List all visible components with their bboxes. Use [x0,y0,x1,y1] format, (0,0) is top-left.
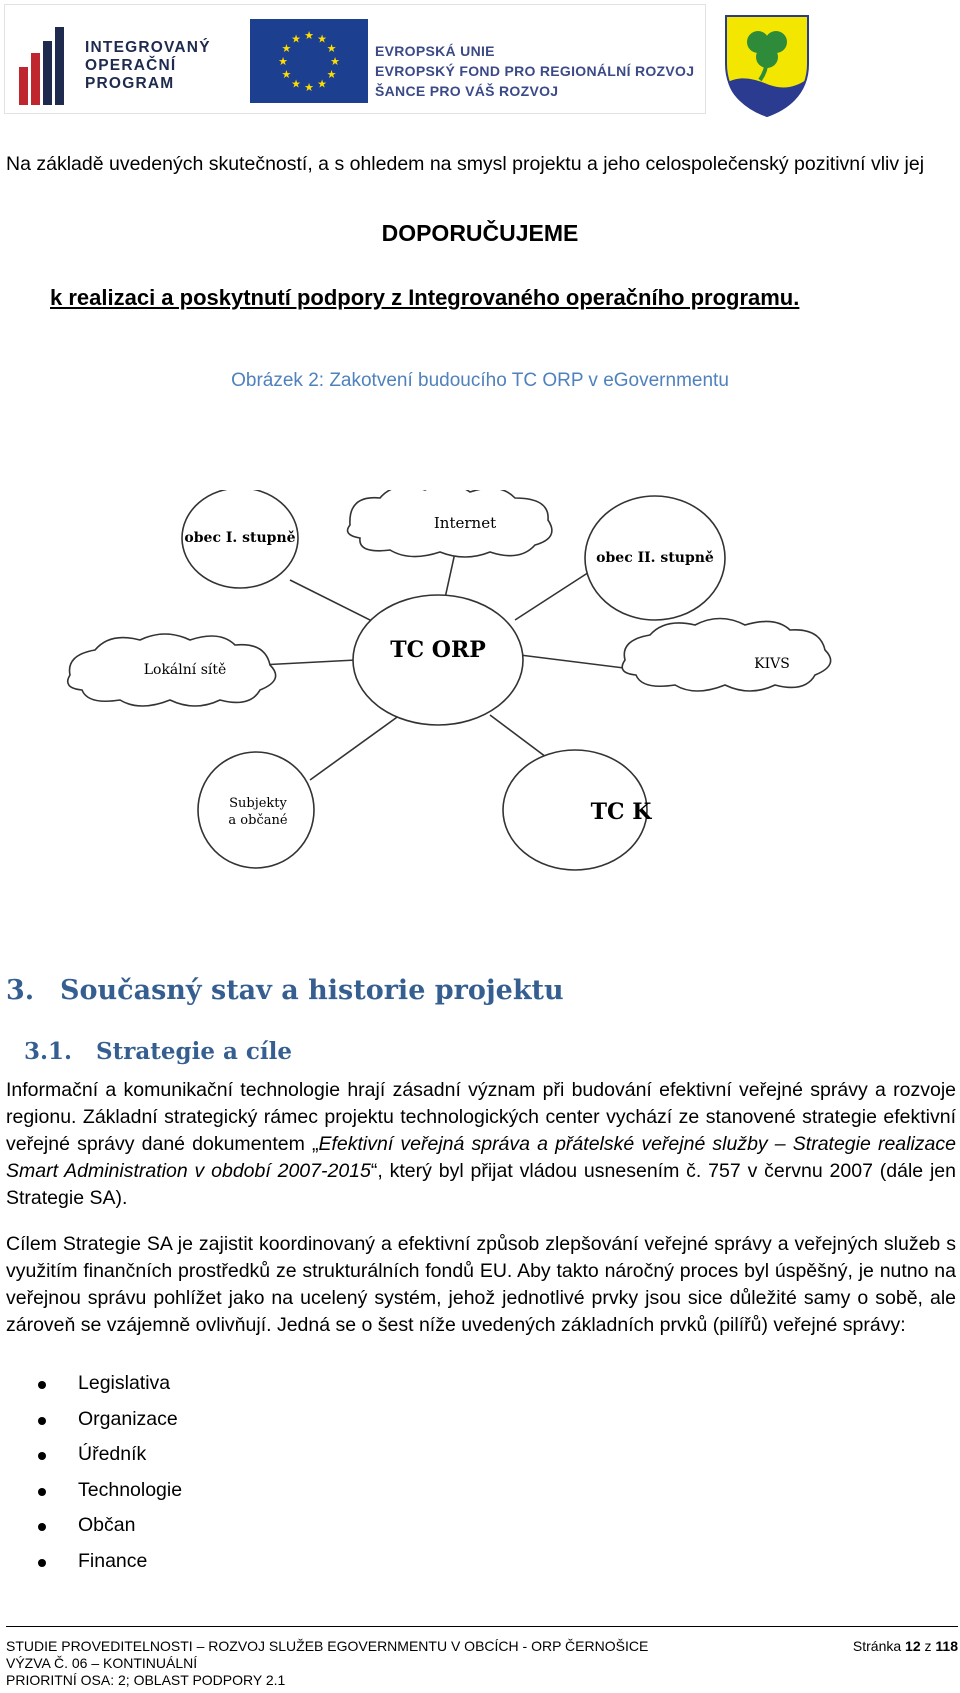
footer-priority-axis: PRIORITNÍ OSA: 2; OBLAST PODPORY 2.1 [6,1672,286,1688]
bullet-icon [38,1381,46,1389]
eu-star-icon: ★ [304,30,314,42]
pillar-list [38,1372,182,1586]
list-item: Legislativa [38,1372,182,1408]
node-tc-orp: TC ORP [390,637,486,663]
eu-star-icon: ★ [291,33,301,46]
eu-star-icon: ★ [281,43,292,55]
node-subjects-line2: a občané [228,813,288,828]
eu-star-icon: ★ [278,56,288,68]
section-number: 3. [6,975,35,1006]
recommendation-heading: DOPORUČUJEME [381,220,579,246]
iop-logo-text: INTEGROVANÝ OPERAČNÍ PROGRAM [85,39,211,92]
page-footer [6,1638,958,1689]
subsection-heading [24,1038,292,1065]
list-item: Finance [38,1550,182,1586]
bullet-icon [38,1559,46,1567]
bullet-icon [38,1523,46,1531]
eu-star-icon: ★ [291,78,301,91]
strategy-paragraph: Informační a komunikační technologie hrají zásadní význam při budování efektivní veřejné správy a rozvoje regionu. Základní strategický rámec projektu technologických center vychází ze stanovené strategie efektivní veřejné správy dané dokumentem „Efektivní veřejná správa a přátelské veřejné služby – Strategie realizace Smart Administration v období 2007-2015“, který byl přijat vládou usnesením č. 757 v červnu 2007 (dále jen Strategie SA). [6,1079,956,1209]
intro-paragraph: Na základě uvedených skutečností, a s ohledem na smysl projektu a jeho celospolečenský pozitivní vliv jej [6,153,925,175]
egovernment-diagram [60,490,920,940]
logo-bar [4,4,706,114]
eu-star-icon: ★ [281,69,292,81]
eu-star-icon: ★ [326,69,337,81]
bullet-icon [38,1452,46,1460]
list-item: Úředník [38,1443,182,1479]
figure-caption: Obrázek 2: Zakotvení budoucího TC ORP v eGovernmentu [231,370,729,391]
node-tc-k: TC K [590,799,652,825]
node-obec-2: obec II. stupně [596,550,714,566]
node-subjects-line1: Subjekty [229,796,287,811]
list-item: Občan [38,1514,182,1550]
node-obec-1: obec I. stupně [184,530,296,546]
node-local-networks: Lokální sítě [143,662,227,678]
list-item: Technologie [38,1479,182,1515]
eu-star-icon: ★ [326,43,337,55]
eu-star-icon: ★ [304,82,314,94]
bullet-icon [38,1488,46,1496]
goal-paragraph: Cílem Strategie SA je zajistit koordinovaný a efektivní způsob zlepšování veřejné správy a veřejných služeb s využitím finančních prostředků ze strukturálních fondů EU. Aby takto náročný proces byl úspěšný, je nutno na veřejnou správu pohlížet jako na ucelený systém, jehož jednotlivé prvky jsou sice důležité samy o sobě, ale zároveň se vzájemně ovlivňují. Jedná se o šest níže uvedených základních prvků (pilířů) veřejné správy: [6,1233,956,1336]
list-item: Organizace [38,1408,182,1444]
eu-star-icon: ★ [330,56,340,68]
subsection-number: 3.1. [24,1038,73,1065]
strategy-document-title: Efektivní veřejná správa a přátelské veřejné služby – Strategie realizace Smart Administration v období 2007-2015 [6,1133,956,1182]
node-kivs: KIVS [754,656,790,672]
eu-star-icon: ★ [317,33,327,46]
section-heading [6,975,564,1006]
page-number: Stránka 12 z 118 [852,1638,958,1654]
footer-divider [6,1626,958,1627]
eu-star-icon: ★ [317,78,327,91]
footer-study-title: STUDIE PROVEDITELNOSTI – ROZVOJ SLUŽEB EGOVERNMENTU V OBCÍCH - ORP ČERNOŠICE [6,1638,649,1654]
node-internet: Internet [433,514,497,532]
recommendation-subheading: k realizaci a poskytnutí podpory z Integrovaného operačního programu. [50,285,800,310]
iop-logo-bars-icon [17,27,77,105]
subsection-title: Strategie a cíle [96,1038,292,1065]
footer-call: VÝZVA Č. 06 – KONTINUÁLNÍ [6,1655,198,1671]
bullet-icon [38,1417,46,1425]
coat-of-arms-icon [722,12,812,118]
section-title: Současný stav a historie projektu [60,975,564,1006]
eu-logo-text: EVROPSKÁ UNIE EVROPSKÝ FOND PRO REGIONÁLNÍ ROZVOJ ŠANCE PRO VÁŠ ROZVOJ [375,43,695,99]
eu-flag-icon [250,19,368,103]
